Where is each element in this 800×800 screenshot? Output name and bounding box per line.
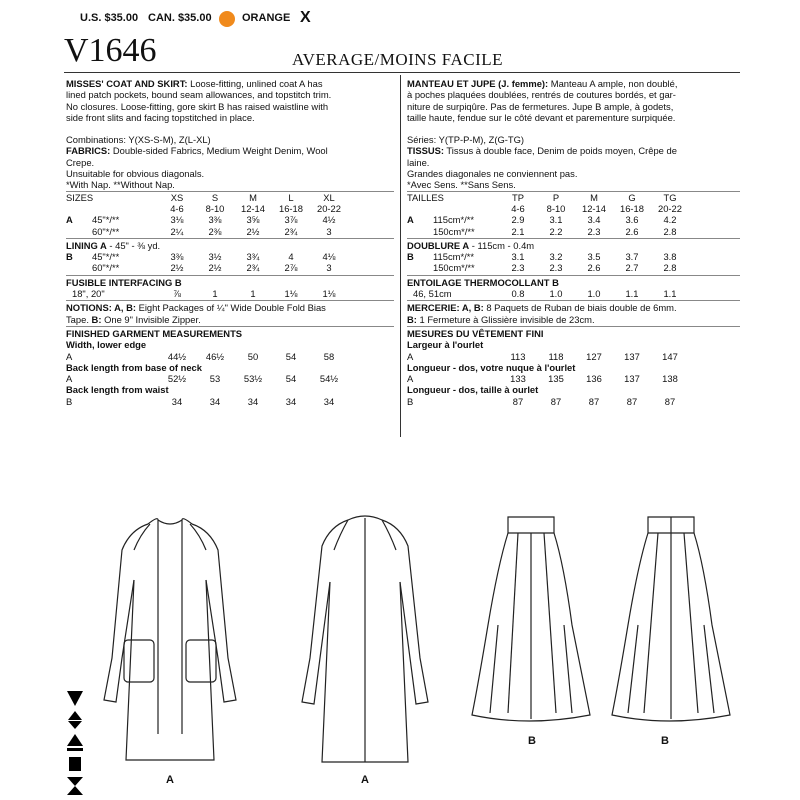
meterage-cell: 1.1 [663, 288, 677, 300]
nap-note: *With Nap. **Without Nap. [66, 179, 175, 191]
meterage-cell: 4.2 [663, 214, 677, 226]
size-range-cell: 12-14 [582, 202, 606, 214]
tissus-text: laine. [407, 156, 430, 168]
measure-cell: 34 [209, 395, 221, 407]
meterage-cell: 1.0 [587, 288, 601, 300]
measure-title-fr: Longueur - dos, taille à ourlet [407, 384, 539, 396]
measure-cell: 87 [550, 395, 562, 407]
size-cell: XL [323, 191, 335, 203]
view-label-a: A [166, 774, 174, 786]
mercerie-title: MERCERIE: A, B: [407, 302, 484, 314]
size-range-cell: 8-10 [205, 202, 225, 214]
measure-cell: 87 [588, 395, 600, 407]
size-cell: P [552, 191, 560, 203]
desc-title-fr: MANTEAU ET JUPE (J. femme): [407, 78, 549, 89]
diagonals-note: Grandes diagonales ne conviennent pas. [407, 168, 578, 180]
view-label: A [66, 214, 73, 226]
french-column [407, 78, 740, 407]
measure-row [66, 373, 394, 384]
size-cell: S [211, 191, 219, 203]
measure-row-fr [407, 351, 740, 362]
lining-text-fr: - 115cm - 0.4m [469, 239, 535, 251]
measure-title: Width, lower edge [66, 339, 147, 351]
lining-title: LINING A [66, 239, 107, 251]
measure-cell: 50 [247, 350, 259, 362]
yardage-cell: 2¼ [170, 225, 184, 237]
view-label: A [66, 350, 73, 362]
meterage-cell: 3.4 [587, 214, 601, 226]
meterage-cell: 0.8 [511, 288, 525, 300]
mercerie-text: 1 Fermeture à Glissière invisible de 23cm. [419, 313, 595, 325]
measure-cell: 34 [285, 395, 297, 407]
meterage-cell: 2.3 [587, 225, 601, 237]
meterage-cell: 3.5 [587, 251, 601, 263]
measure-cell: 34 [323, 395, 335, 407]
yardage-cell: 4 [288, 251, 294, 263]
measure-title: Back length from base of neck [66, 361, 202, 373]
measure-cell: 54 [285, 350, 297, 362]
measure-cell: 138 [662, 373, 678, 385]
triangle-down-icon [64, 688, 86, 708]
fabric-row-fr [407, 226, 740, 237]
measure-title-fr: Largeur à l'ourlet [407, 339, 484, 351]
view-label-a-back: A [361, 774, 369, 786]
measure-cell: 135 [548, 373, 564, 385]
yardage-cell: 1 [250, 288, 256, 300]
desc-line: No closures. Loose-fitting, gore skirt B has raised waistline with [66, 100, 329, 112]
width-label: 150cm*/** [433, 262, 475, 274]
sizes-label: SIZES [66, 191, 94, 203]
size-cell: TP [512, 191, 524, 203]
lining-title-fr: DOUBLURE A [407, 239, 470, 251]
view-label: B [407, 395, 414, 407]
meterage-cell: 3.6 [625, 214, 639, 226]
yardage-cell: 2⅞ [284, 262, 298, 274]
view-label: A [407, 214, 414, 226]
measure-cell: 87 [626, 395, 638, 407]
measure-row-fr [407, 373, 740, 384]
interfacing-title: FUSIBLE INTERFACING B [66, 276, 182, 288]
yardage-cell: 3½ [208, 251, 222, 263]
fabrics-text: Double-sided Fabrics, Medium Weight Denim, Wool [112, 145, 328, 157]
sens-note: *Avec Sens. **Sans Sens. [407, 179, 516, 191]
width-label: 45"*/** [92, 251, 120, 263]
meterage-cell: 3.8 [663, 251, 677, 263]
view-label-b: B [528, 735, 536, 747]
yardage-cell: 3⅜ [208, 214, 222, 226]
measure-cell: 44½ [167, 350, 187, 362]
meterage-cell: 2.2 [549, 225, 563, 237]
width-label: 46, 51cm [413, 288, 452, 300]
difficulty: AVERAGE/MOINS FACILE [292, 50, 504, 69]
measure-cell: 127 [586, 350, 602, 362]
lining-row-fr [407, 262, 740, 273]
finished-title-fr: MESURES DU VÊTEMENT FINI [407, 327, 544, 339]
measure-row [66, 396, 394, 407]
yardage-cell: 4⅛ [322, 251, 336, 263]
measure-cell: 58 [323, 350, 335, 362]
meterage-cell: 2.6 [587, 262, 601, 274]
desc-line: Loose-fitting, unlined coat A has [190, 78, 323, 89]
square-icon [64, 754, 86, 774]
meterage-cell: 3.2 [549, 251, 563, 263]
triangle-up-bar-icon [64, 732, 86, 752]
measure-cell: 52½ [167, 373, 187, 385]
yardage-cell: 2¾ [246, 262, 260, 274]
fabrics-text: Crepe. [66, 156, 95, 168]
size-range-cell: 20-22 [658, 202, 682, 214]
fabric-row [66, 214, 394, 225]
width-label: 45"*/** [92, 214, 120, 226]
yardage-cell: 2¾ [284, 225, 298, 237]
desc-line-fr: taille haute, fendue sur le côté devant et parementure surpiquée. [407, 111, 676, 123]
price-can: CAN. $35.00 [148, 12, 212, 24]
tissus-text: Tissus à double face, Denim de poids moyen, Crêpe de [446, 145, 677, 157]
width-label: 60"*/** [92, 225, 120, 237]
measure-cell: 34 [247, 395, 259, 407]
desc-title: MISSES' COAT AND SKIRT: [66, 78, 188, 89]
measure-cell: 46½ [205, 350, 225, 362]
sizes-row-fr [407, 192, 740, 203]
coat-front-illustration [100, 490, 240, 790]
measure-cell: 147 [662, 350, 678, 362]
lining-row [66, 251, 394, 262]
meterage-cell: 2.3 [511, 262, 525, 274]
measure-cell: 34 [171, 395, 183, 407]
size-cell: XS [170, 191, 184, 203]
yardage-cell: 2½ [208, 262, 222, 274]
fabrics-title: FABRICS: [66, 145, 111, 157]
size-range-cell: 4-6 [170, 202, 184, 214]
yardage-cell: 2½ [246, 225, 260, 237]
notions-text: Tape. [66, 313, 92, 325]
measure-title: Back length from waist [66, 384, 169, 396]
hourglass-icon [64, 776, 86, 796]
column-divider [400, 75, 401, 437]
view-label-b-back: B [661, 735, 669, 747]
width-label: 115cm*/** [433, 251, 474, 263]
english-column [66, 78, 394, 407]
measure-cell: 87 [512, 395, 524, 407]
size-range-cell: 16-18 [279, 202, 303, 214]
size-range-cell: 16-18 [620, 202, 644, 214]
width-label: 150cm*/** [433, 225, 475, 237]
size-cell: L [288, 191, 294, 203]
yardage-cell: 3 [326, 262, 332, 274]
yardage-cell: 3¾ [246, 251, 260, 263]
view-label: B [66, 251, 73, 263]
measure-cell: 133 [510, 373, 526, 385]
yardage-cell: 1⅛ [322, 288, 336, 300]
width-label: 18", 20" [72, 288, 105, 300]
measure-cell: 137 [624, 350, 640, 362]
measure-row [66, 351, 394, 362]
triangle-up-down-icon [64, 710, 86, 730]
size-range-cell: 8-10 [546, 202, 566, 214]
skirt-front-illustration [468, 505, 594, 745]
measure-cell: 136 [586, 373, 602, 385]
view-label: A [66, 373, 73, 385]
pattern-symbols [64, 688, 86, 796]
meterage-cell: 3.7 [625, 251, 639, 263]
measure-title-fr: Longueur - dos, votre nuque à l'ourlet [407, 361, 576, 373]
meterage-cell: 1.0 [549, 288, 563, 300]
view-label: B [66, 395, 73, 407]
meterage-cell: 2.3 [549, 262, 563, 274]
yardage-cell: 3⅜ [170, 251, 184, 263]
lining-text: - 45" - ⅜ yd. [106, 239, 161, 251]
yardage-cell: 3⅛ [170, 214, 184, 226]
yardage-cell: 1⅛ [284, 288, 298, 300]
width-label: 115cm*/** [433, 214, 474, 226]
lining-row [66, 262, 394, 273]
color-label: ORANGE [242, 12, 291, 24]
size-cell: TG [663, 191, 677, 203]
color-dot [219, 11, 235, 27]
meterage-cell: 2.7 [625, 262, 639, 274]
meterage-cell: 2.8 [663, 262, 677, 274]
width-label: 60"*/** [92, 262, 120, 274]
desc-line-fr: Manteau A ample, non doublé, [550, 78, 678, 89]
measure-cell: 118 [548, 350, 564, 362]
meterage-cell: 2.1 [511, 225, 525, 237]
yardage-cell: 2⅜ [208, 225, 222, 237]
fabric-row [66, 226, 394, 237]
meterage-cell: 3.1 [549, 214, 563, 226]
notions-text: One 9" Invisible Zipper. [104, 313, 201, 325]
measure-cell: 87 [664, 395, 676, 407]
measure-cell: 54½ [319, 373, 339, 385]
lining-row-fr [407, 251, 740, 262]
meterage-cell: 1.1 [625, 288, 639, 300]
yardage-cell: 2½ [170, 262, 184, 274]
size-range-row [66, 203, 394, 214]
yardage-cell: ⅞ [173, 288, 181, 300]
price-us: U.S. $35.00 [80, 12, 139, 24]
size-cell: M [590, 191, 598, 203]
measure-cell: 53½ [243, 373, 263, 385]
header-divider [64, 72, 740, 73]
measure-cell: 53 [209, 373, 221, 385]
mercerie-b: B: [407, 313, 417, 325]
sizes-row [66, 192, 394, 203]
desc-line-fr: à poches plaquées doublées, rentrés de coutures bordés, et gar- [407, 89, 676, 101]
mark-x: X [300, 9, 311, 26]
mercerie-text: 8 Paquets de Ruban de biais double de 6mm. [486, 302, 677, 314]
coat-back-illustration [290, 490, 440, 790]
meterage-cell: 2.9 [511, 214, 525, 226]
interfacing-title-fr: ENTOILAGE THERMOCOLLANT B [407, 276, 559, 288]
yardage-cell: 3⅞ [284, 214, 298, 226]
yardage-cell: 3 [326, 225, 332, 237]
size-cell: M [249, 191, 257, 203]
notions-title: NOTIONS: A, B: [66, 302, 136, 314]
measure-cell: 54 [285, 373, 297, 385]
measure-cell: 137 [624, 373, 640, 385]
measure-cell: 113 [510, 350, 526, 362]
size-range-cell: 12-14 [241, 202, 265, 214]
fabric-row-fr [407, 214, 740, 225]
interfacing-row-fr [407, 288, 740, 299]
unsuitable-note: Unsuitable for obvious diagonals. [66, 168, 205, 180]
view-label: A [407, 373, 414, 385]
combinations: Combinations: Y(XS-S-M), Z(L-XL) [66, 134, 211, 146]
view-label: B [407, 251, 414, 263]
interfacing-row [66, 288, 394, 299]
series: Séries: Y(TP-P-M), Z(G-TG) [407, 134, 525, 146]
skirt-back-illustration [608, 505, 734, 745]
view-label: A [407, 350, 414, 362]
desc-line-fr: niture de surpiqûre. Pas de fermetures. Jupe B ample, à godets, [407, 100, 674, 112]
measure-row-fr [407, 396, 740, 407]
tissus-title: TISSUS: [407, 145, 444, 157]
meterage-cell: 2.8 [663, 225, 677, 237]
size-range-cell: 4-6 [511, 202, 525, 214]
size-range-cell: 20-22 [317, 202, 341, 214]
notions-b: B: [91, 313, 102, 325]
desc-line: lined patch pockets, bound seam allowances, and topstitch trim. [66, 89, 332, 101]
notions-text: Eight Packages of ¼" Wide Double Fold Bias [138, 302, 326, 314]
yardage-cell: 4½ [322, 214, 336, 226]
finished-title: FINISHED GARMENT MEASUREMENTS [66, 327, 243, 339]
sizes-label-fr: TAILLES [407, 191, 444, 203]
size-range-row-fr [407, 203, 740, 214]
pattern-code: V1646 [64, 32, 157, 69]
yardage-cell: 1 [212, 288, 218, 300]
desc-line: side front slits and facing topstitched in place. [66, 111, 255, 123]
yardage-cell: 3⅝ [246, 214, 260, 226]
meterage-cell: 3.1 [511, 251, 525, 263]
size-cell: G [628, 191, 636, 203]
meterage-cell: 2.6 [625, 225, 639, 237]
